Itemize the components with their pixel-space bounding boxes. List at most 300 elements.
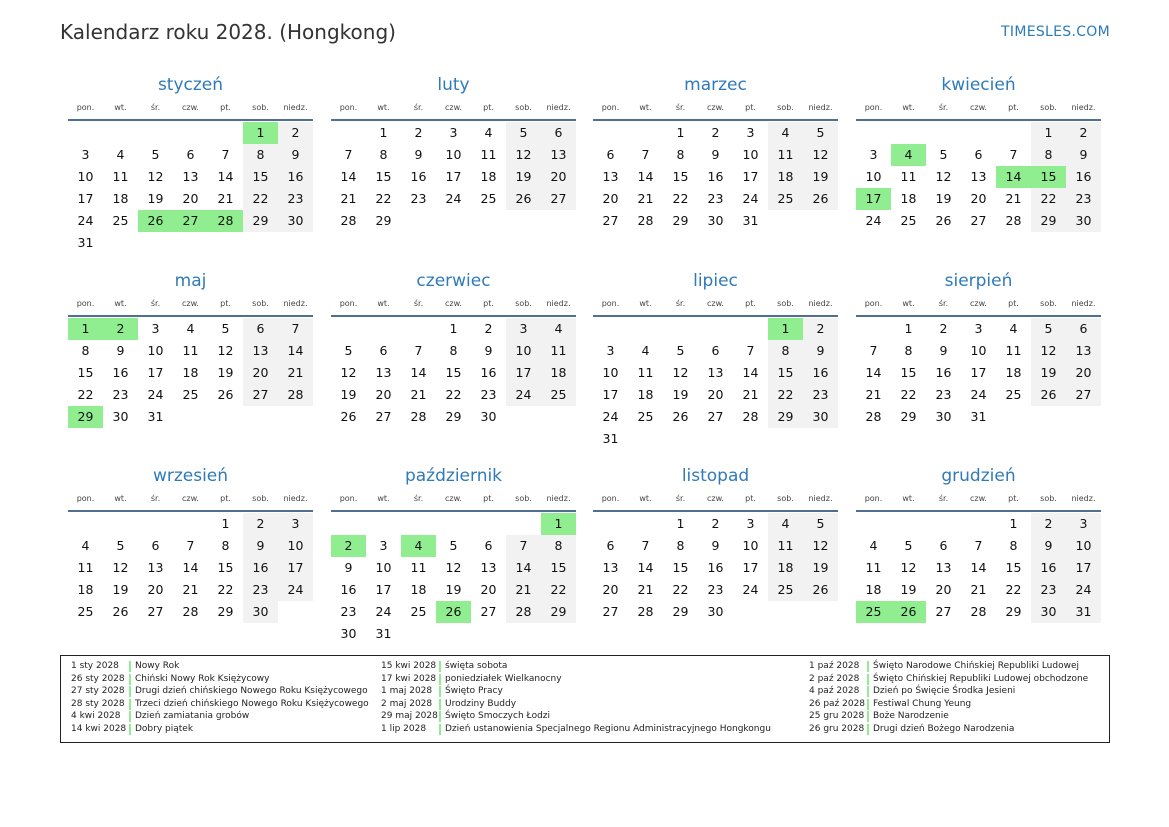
day-cell: 8 xyxy=(676,147,685,162)
day-cell: 17 xyxy=(147,365,164,380)
legend-holiday-name: Święto Pracy xyxy=(445,686,503,697)
day-cell: 6 xyxy=(1079,321,1088,336)
day-cell: 2 xyxy=(1044,516,1053,531)
day-cell: 16 xyxy=(340,582,357,597)
day-cell: 11 xyxy=(410,560,427,575)
weekday-header: wt. xyxy=(114,299,127,308)
page-title: Kalendarz roku 2028. (Hongkong) xyxy=(60,20,396,44)
day-cell: 12 xyxy=(672,365,689,380)
day-cell: 3 xyxy=(81,147,90,162)
holiday-day-cell: 27 xyxy=(173,210,208,232)
day-cell: 18 xyxy=(637,387,654,402)
day-cell: 7 xyxy=(974,538,983,553)
day-cell: 19 xyxy=(515,169,532,184)
day-cell: 13 xyxy=(970,169,987,184)
weekday-header: wt. xyxy=(639,494,652,503)
weekday-header: pon. xyxy=(601,103,620,112)
day-cell: 1 xyxy=(449,321,458,336)
legend-date: 17 kwi 2028 xyxy=(381,673,437,684)
month-block xyxy=(593,271,838,454)
day-cell: 20 xyxy=(550,169,567,184)
day-cell: 14 xyxy=(865,365,882,380)
weekday-header: śr. xyxy=(413,299,424,308)
day-cell: 18 xyxy=(550,365,567,380)
weekday-header: czw. xyxy=(182,494,199,503)
weekday-header: sob. xyxy=(515,299,532,308)
legend-date: 2 maj 2028 xyxy=(381,698,433,709)
day-cell: 9 xyxy=(256,538,265,553)
legend-holiday-name: Chiński Nowy Rok Księżycowy xyxy=(135,673,270,684)
day-cell: 6 xyxy=(606,538,615,553)
holiday-day-cell: 15 xyxy=(1031,166,1066,188)
day-cell: 15 xyxy=(445,365,462,380)
legend-holiday-name: Festiwal Chung Yeung xyxy=(873,698,972,709)
day-cell: 25 xyxy=(480,191,497,206)
day-cell: 8 xyxy=(449,343,458,358)
weekday-header: śr. xyxy=(675,494,686,503)
day-cell: 10 xyxy=(742,147,759,162)
legend-marker xyxy=(129,674,131,685)
day-cell: 31 xyxy=(742,213,759,228)
day-cell: 26 xyxy=(812,191,829,206)
holiday-day-cell: 26 xyxy=(138,210,173,232)
day-cell: 17 xyxy=(515,365,532,380)
day-cell: 29 xyxy=(550,604,567,619)
day-cell: 20 xyxy=(480,582,497,597)
legend-marker xyxy=(129,699,131,710)
day-cell: 27 xyxy=(602,604,619,619)
day-cell: 25 xyxy=(77,604,94,619)
weekday-header: wt. xyxy=(902,103,915,112)
weekday-header: sob. xyxy=(1040,494,1057,503)
weekday-header: pon. xyxy=(864,103,883,112)
day-cell: 25 xyxy=(637,409,654,424)
holiday-day-cell: 4 xyxy=(891,144,926,166)
day-cell: 20 xyxy=(707,387,724,402)
holiday-day-cell: 25 xyxy=(856,601,891,623)
day-cell: 13 xyxy=(375,365,392,380)
weekday-header: wt. xyxy=(377,103,390,112)
day-cell: 19 xyxy=(1040,365,1057,380)
day-cell: 20 xyxy=(182,191,199,206)
day-cell: 22 xyxy=(217,582,234,597)
day-cell: 14 xyxy=(637,169,654,184)
holiday-day-cell: 1 xyxy=(541,513,576,535)
day-cell: 24 xyxy=(515,387,532,402)
day-cell: 7 xyxy=(641,538,650,553)
day-cell: 13 xyxy=(550,147,567,162)
day-cell: 19 xyxy=(217,365,234,380)
day-cell: 19 xyxy=(812,560,829,575)
day-cell: 11 xyxy=(865,560,882,575)
day-cell: 5 xyxy=(519,125,528,140)
day-cell: 22 xyxy=(252,191,269,206)
day-cell: 27 xyxy=(252,387,269,402)
day-cell: 6 xyxy=(186,147,195,162)
weekday-header: pt. xyxy=(483,494,494,503)
day-cell: 29 xyxy=(672,213,689,228)
holiday-day-cell: 1 xyxy=(68,318,103,340)
legend-holiday-name: Nowy Rok xyxy=(135,661,180,671)
weekday-header: pt. xyxy=(220,103,231,112)
day-cell: 15 xyxy=(375,169,392,184)
day-cell: 20 xyxy=(970,191,987,206)
header-rule xyxy=(856,119,1101,121)
day-cell: 28 xyxy=(515,604,532,619)
holiday-day-cell: 2 xyxy=(103,318,138,340)
day-cell: 5 xyxy=(116,538,125,553)
day-cell: 4 xyxy=(781,125,790,140)
weekday-header: śr. xyxy=(938,494,949,503)
day-cell: 9 xyxy=(816,343,825,358)
site-link[interactable]: TIMESLES.COM xyxy=(1001,24,1110,40)
day-cell: 25 xyxy=(550,387,567,402)
header-rule xyxy=(331,315,576,317)
month-name: luty xyxy=(437,75,470,95)
legend-holiday-name: Drugi dzień chińskiego Nowego Roku Księżycowego xyxy=(135,686,368,697)
day-cell: 12 xyxy=(340,365,357,380)
holiday-day-cell: 26 xyxy=(436,601,471,623)
day-cell: 23 xyxy=(1040,582,1057,597)
day-cell: 11 xyxy=(550,343,567,358)
day-cell: 24 xyxy=(445,191,462,206)
day-cell: 29 xyxy=(672,604,689,619)
day-cell: 1 xyxy=(1044,125,1053,140)
day-cell: 20 xyxy=(935,582,952,597)
month-block xyxy=(593,466,838,627)
day-cell: 16 xyxy=(252,560,269,575)
header-rule xyxy=(331,510,576,512)
day-cell: 21 xyxy=(742,387,759,402)
legend-marker xyxy=(439,724,441,735)
weekday-header: śr. xyxy=(675,103,686,112)
month-block xyxy=(68,466,313,627)
day-cell: 28 xyxy=(182,604,199,619)
legend-holiday-name: Drugi dzień Bożego Narodzenia xyxy=(873,724,1015,734)
header-rule xyxy=(593,315,838,317)
legend-date: 1 paź 2028 xyxy=(809,661,860,671)
weekday-header: śr. xyxy=(938,103,949,112)
day-cell: 5 xyxy=(904,538,913,553)
day-cell: 21 xyxy=(865,387,882,402)
day-cell: 5 xyxy=(816,516,825,531)
day-cell: 28 xyxy=(410,409,427,424)
legend-marker xyxy=(129,661,131,672)
day-cell: 6 xyxy=(256,321,265,336)
day-cell: 11 xyxy=(182,343,199,358)
legend-marker xyxy=(439,661,441,672)
day-cell: 16 xyxy=(287,169,304,184)
legend-holiday-name: Dzień ustanowienia Specjalnego Regionu Administracyjnego Hongkongu xyxy=(445,724,771,734)
day-cell: 11 xyxy=(112,169,129,184)
day-cell: 3 xyxy=(151,321,160,336)
day-cell: 31 xyxy=(77,235,94,250)
day-cell: 23 xyxy=(1075,191,1092,206)
header-rule xyxy=(68,119,313,121)
weekday-header: sob. xyxy=(252,103,269,112)
day-cell: 7 xyxy=(221,147,230,162)
day-cell: 8 xyxy=(781,343,790,358)
day-cell: 7 xyxy=(186,538,195,553)
day-cell: 23 xyxy=(410,191,427,206)
day-cell: 30 xyxy=(1075,213,1092,228)
day-cell: 28 xyxy=(637,213,654,228)
weekday-header: niedz. xyxy=(808,299,833,308)
day-cell: 23 xyxy=(112,387,129,402)
weekday-header: sob. xyxy=(515,103,532,112)
weekday-header: śr. xyxy=(150,103,161,112)
legend-date: 26 gru 2028 xyxy=(809,724,865,734)
day-cell: 12 xyxy=(112,560,129,575)
weekday-header: pon. xyxy=(76,494,95,503)
weekday-header: czw. xyxy=(970,494,987,503)
day-cell: 16 xyxy=(112,365,129,380)
day-cell: 9 xyxy=(939,343,948,358)
day-cell: 25 xyxy=(777,582,794,597)
day-cell: 11 xyxy=(777,147,794,162)
day-cell: 27 xyxy=(935,604,952,619)
legend-holiday-name: Święto Smoczych Łodzi xyxy=(445,711,551,722)
day-cell: 5 xyxy=(221,321,230,336)
day-cell: 27 xyxy=(550,191,567,206)
weekday-header: sob. xyxy=(252,494,269,503)
month-name: maj xyxy=(174,271,207,291)
weekday-header: niedz. xyxy=(546,494,571,503)
holiday-day-cell: 2 xyxy=(331,535,366,557)
day-cell: 28 xyxy=(637,604,654,619)
day-cell: 3 xyxy=(746,125,755,140)
day-cell: 8 xyxy=(1009,538,1018,553)
day-cell: 16 xyxy=(935,365,952,380)
day-cell: 2 xyxy=(816,321,825,336)
weekday-header: niedz. xyxy=(283,103,308,112)
day-cell: 21 xyxy=(287,365,304,380)
day-cell: 16 xyxy=(410,169,427,184)
day-cell: 4 xyxy=(1009,321,1018,336)
day-cell: 27 xyxy=(1075,387,1092,402)
day-cell: 24 xyxy=(147,387,164,402)
weekday-header: śr. xyxy=(413,103,424,112)
day-cell: 25 xyxy=(1005,387,1022,402)
day-cell: 15 xyxy=(217,560,234,575)
legend-marker xyxy=(439,711,441,722)
day-cell: 30 xyxy=(340,626,357,641)
day-cell: 29 xyxy=(217,604,234,619)
day-cell: 10 xyxy=(375,560,392,575)
day-cell: 4 xyxy=(186,321,195,336)
day-cell: 7 xyxy=(291,321,300,336)
legend-marker xyxy=(867,674,869,685)
day-cell: 10 xyxy=(445,147,462,162)
legend-marker xyxy=(439,686,441,697)
header-rule xyxy=(68,510,313,512)
month-name: marzec xyxy=(684,75,747,95)
day-cell: 19 xyxy=(672,387,689,402)
day-cell: 22 xyxy=(1005,582,1022,597)
day-cell: 7 xyxy=(519,538,528,553)
day-cell: 9 xyxy=(344,560,353,575)
day-cell: 8 xyxy=(1044,147,1053,162)
day-cell: 3 xyxy=(449,125,458,140)
day-cell: 11 xyxy=(637,365,654,380)
day-cell: 2 xyxy=(256,516,265,531)
holiday-day-cell: 1 xyxy=(768,318,803,340)
day-cell: 21 xyxy=(182,582,199,597)
day-cell: 19 xyxy=(445,582,462,597)
day-cell: 18 xyxy=(777,169,794,184)
header-rule xyxy=(593,119,838,121)
legend-marker xyxy=(867,661,869,672)
day-cell: 24 xyxy=(1075,582,1092,597)
day-cell: 17 xyxy=(445,169,462,184)
weekday-header: wt. xyxy=(902,299,915,308)
day-cell: 10 xyxy=(77,169,94,184)
weekday-header: czw. xyxy=(445,103,462,112)
day-cell: 22 xyxy=(445,387,462,402)
day-cell: 1 xyxy=(221,516,230,531)
day-cell: 19 xyxy=(340,387,357,402)
day-cell: 15 xyxy=(672,560,689,575)
day-cell: 20 xyxy=(602,191,619,206)
day-cell: 24 xyxy=(865,213,882,228)
day-cell: 18 xyxy=(1005,365,1022,380)
day-cell: 9 xyxy=(414,147,423,162)
legend-date: 26 sty 2028 xyxy=(71,673,125,684)
day-cell: 2 xyxy=(711,516,720,531)
weekday-header: niedz. xyxy=(283,494,308,503)
month-name: grudzień xyxy=(941,466,1016,486)
day-cell: 9 xyxy=(711,147,720,162)
legend-date: 4 kwi 2028 xyxy=(71,711,121,722)
weekday-header: sob. xyxy=(1040,103,1057,112)
day-cell: 13 xyxy=(935,560,952,575)
day-cell: 19 xyxy=(935,191,952,206)
weekday-header: pt. xyxy=(1008,103,1019,112)
day-cell: 6 xyxy=(711,343,720,358)
day-cell: 8 xyxy=(221,538,230,553)
day-cell: 15 xyxy=(777,365,794,380)
weekday-header: pt. xyxy=(1008,494,1019,503)
day-cell: 3 xyxy=(606,343,615,358)
day-cell: 16 xyxy=(707,169,724,184)
weekday-header: sob. xyxy=(1040,299,1057,308)
day-cell: 12 xyxy=(1040,343,1057,358)
day-cell: 15 xyxy=(77,365,94,380)
day-cell: 9 xyxy=(291,147,300,162)
day-cell: 23 xyxy=(480,387,497,402)
weekday-header: czw. xyxy=(182,299,199,308)
day-cell: 22 xyxy=(672,582,689,597)
month-block xyxy=(856,271,1101,432)
day-cell: 26 xyxy=(1040,387,1057,402)
day-cell: 1 xyxy=(1009,516,1018,531)
day-cell: 13 xyxy=(147,560,164,575)
weekday-header: sob. xyxy=(515,494,532,503)
weekday-header: pon. xyxy=(76,103,95,112)
day-cell: 18 xyxy=(77,582,94,597)
day-cell: 14 xyxy=(637,560,654,575)
weekday-header: czw. xyxy=(707,103,724,112)
day-cell: 27 xyxy=(375,409,392,424)
day-cell: 18 xyxy=(900,191,917,206)
legend-marker xyxy=(439,699,441,710)
legend-marker xyxy=(867,686,869,697)
weekday-header: sob. xyxy=(777,103,794,112)
day-cell: 25 xyxy=(182,387,199,402)
day-cell: 9 xyxy=(1044,538,1053,553)
weekday-header: niedz. xyxy=(546,103,571,112)
legend-date: 1 lip 2028 xyxy=(381,724,427,734)
day-cell: 22 xyxy=(77,387,94,402)
day-cell: 18 xyxy=(480,169,497,184)
legend-marker xyxy=(129,686,131,697)
day-cell: 20 xyxy=(375,387,392,402)
day-cell: 26 xyxy=(812,582,829,597)
legend-date: 28 sty 2028 xyxy=(71,698,125,709)
month-name: kwiecień xyxy=(941,75,1016,95)
legend-marker xyxy=(439,674,441,685)
weekday-header: wt. xyxy=(114,494,127,503)
weekday-header: wt. xyxy=(902,494,915,503)
weekday-header: pt. xyxy=(1008,299,1019,308)
day-cell: 14 xyxy=(287,343,304,358)
day-cell: 30 xyxy=(707,604,724,619)
day-cell: 21 xyxy=(637,582,654,597)
day-cell: 29 xyxy=(1040,213,1057,228)
day-cell: 22 xyxy=(1040,191,1057,206)
day-cell: 21 xyxy=(217,191,234,206)
day-cell: 4 xyxy=(869,538,878,553)
day-cell: 22 xyxy=(777,387,794,402)
day-cell: 25 xyxy=(900,213,917,228)
day-cell: 17 xyxy=(287,560,304,575)
day-cell: 4 xyxy=(781,516,790,531)
legend-date: 2 paź 2028 xyxy=(809,673,860,684)
day-cell: 3 xyxy=(291,516,300,531)
weekday-header: wt. xyxy=(114,103,127,112)
weekday-header: pon. xyxy=(864,299,883,308)
weekday-header: pt. xyxy=(745,494,756,503)
legend-holiday-name: Dobry piątek xyxy=(135,724,194,734)
day-cell: 6 xyxy=(484,538,493,553)
day-cell: 26 xyxy=(935,213,952,228)
day-cell: 29 xyxy=(445,409,462,424)
day-cell: 21 xyxy=(970,582,987,597)
day-cell: 10 xyxy=(1075,538,1092,553)
holiday-day-cell: 1 xyxy=(243,122,278,144)
day-cell: 20 xyxy=(602,582,619,597)
day-cell: 8 xyxy=(904,343,913,358)
day-cell: 12 xyxy=(515,147,532,162)
weekday-header: pon. xyxy=(339,299,358,308)
day-cell: 25 xyxy=(410,604,427,619)
weekday-header: pon. xyxy=(864,494,883,503)
day-cell: 10 xyxy=(147,343,164,358)
day-cell: 23 xyxy=(707,191,724,206)
day-cell: 1 xyxy=(676,125,685,140)
day-cell: 29 xyxy=(1005,604,1022,619)
legend-marker xyxy=(129,711,131,722)
day-cell: 8 xyxy=(676,538,685,553)
header-rule xyxy=(856,315,1101,317)
day-cell: 6 xyxy=(939,538,948,553)
weekday-header: niedz. xyxy=(1071,103,1096,112)
weekday-header: pt. xyxy=(483,103,494,112)
day-cell: 17 xyxy=(742,560,759,575)
day-cell: 25 xyxy=(112,213,129,228)
month-name: lipiec xyxy=(693,271,738,291)
day-cell: 10 xyxy=(865,169,882,184)
